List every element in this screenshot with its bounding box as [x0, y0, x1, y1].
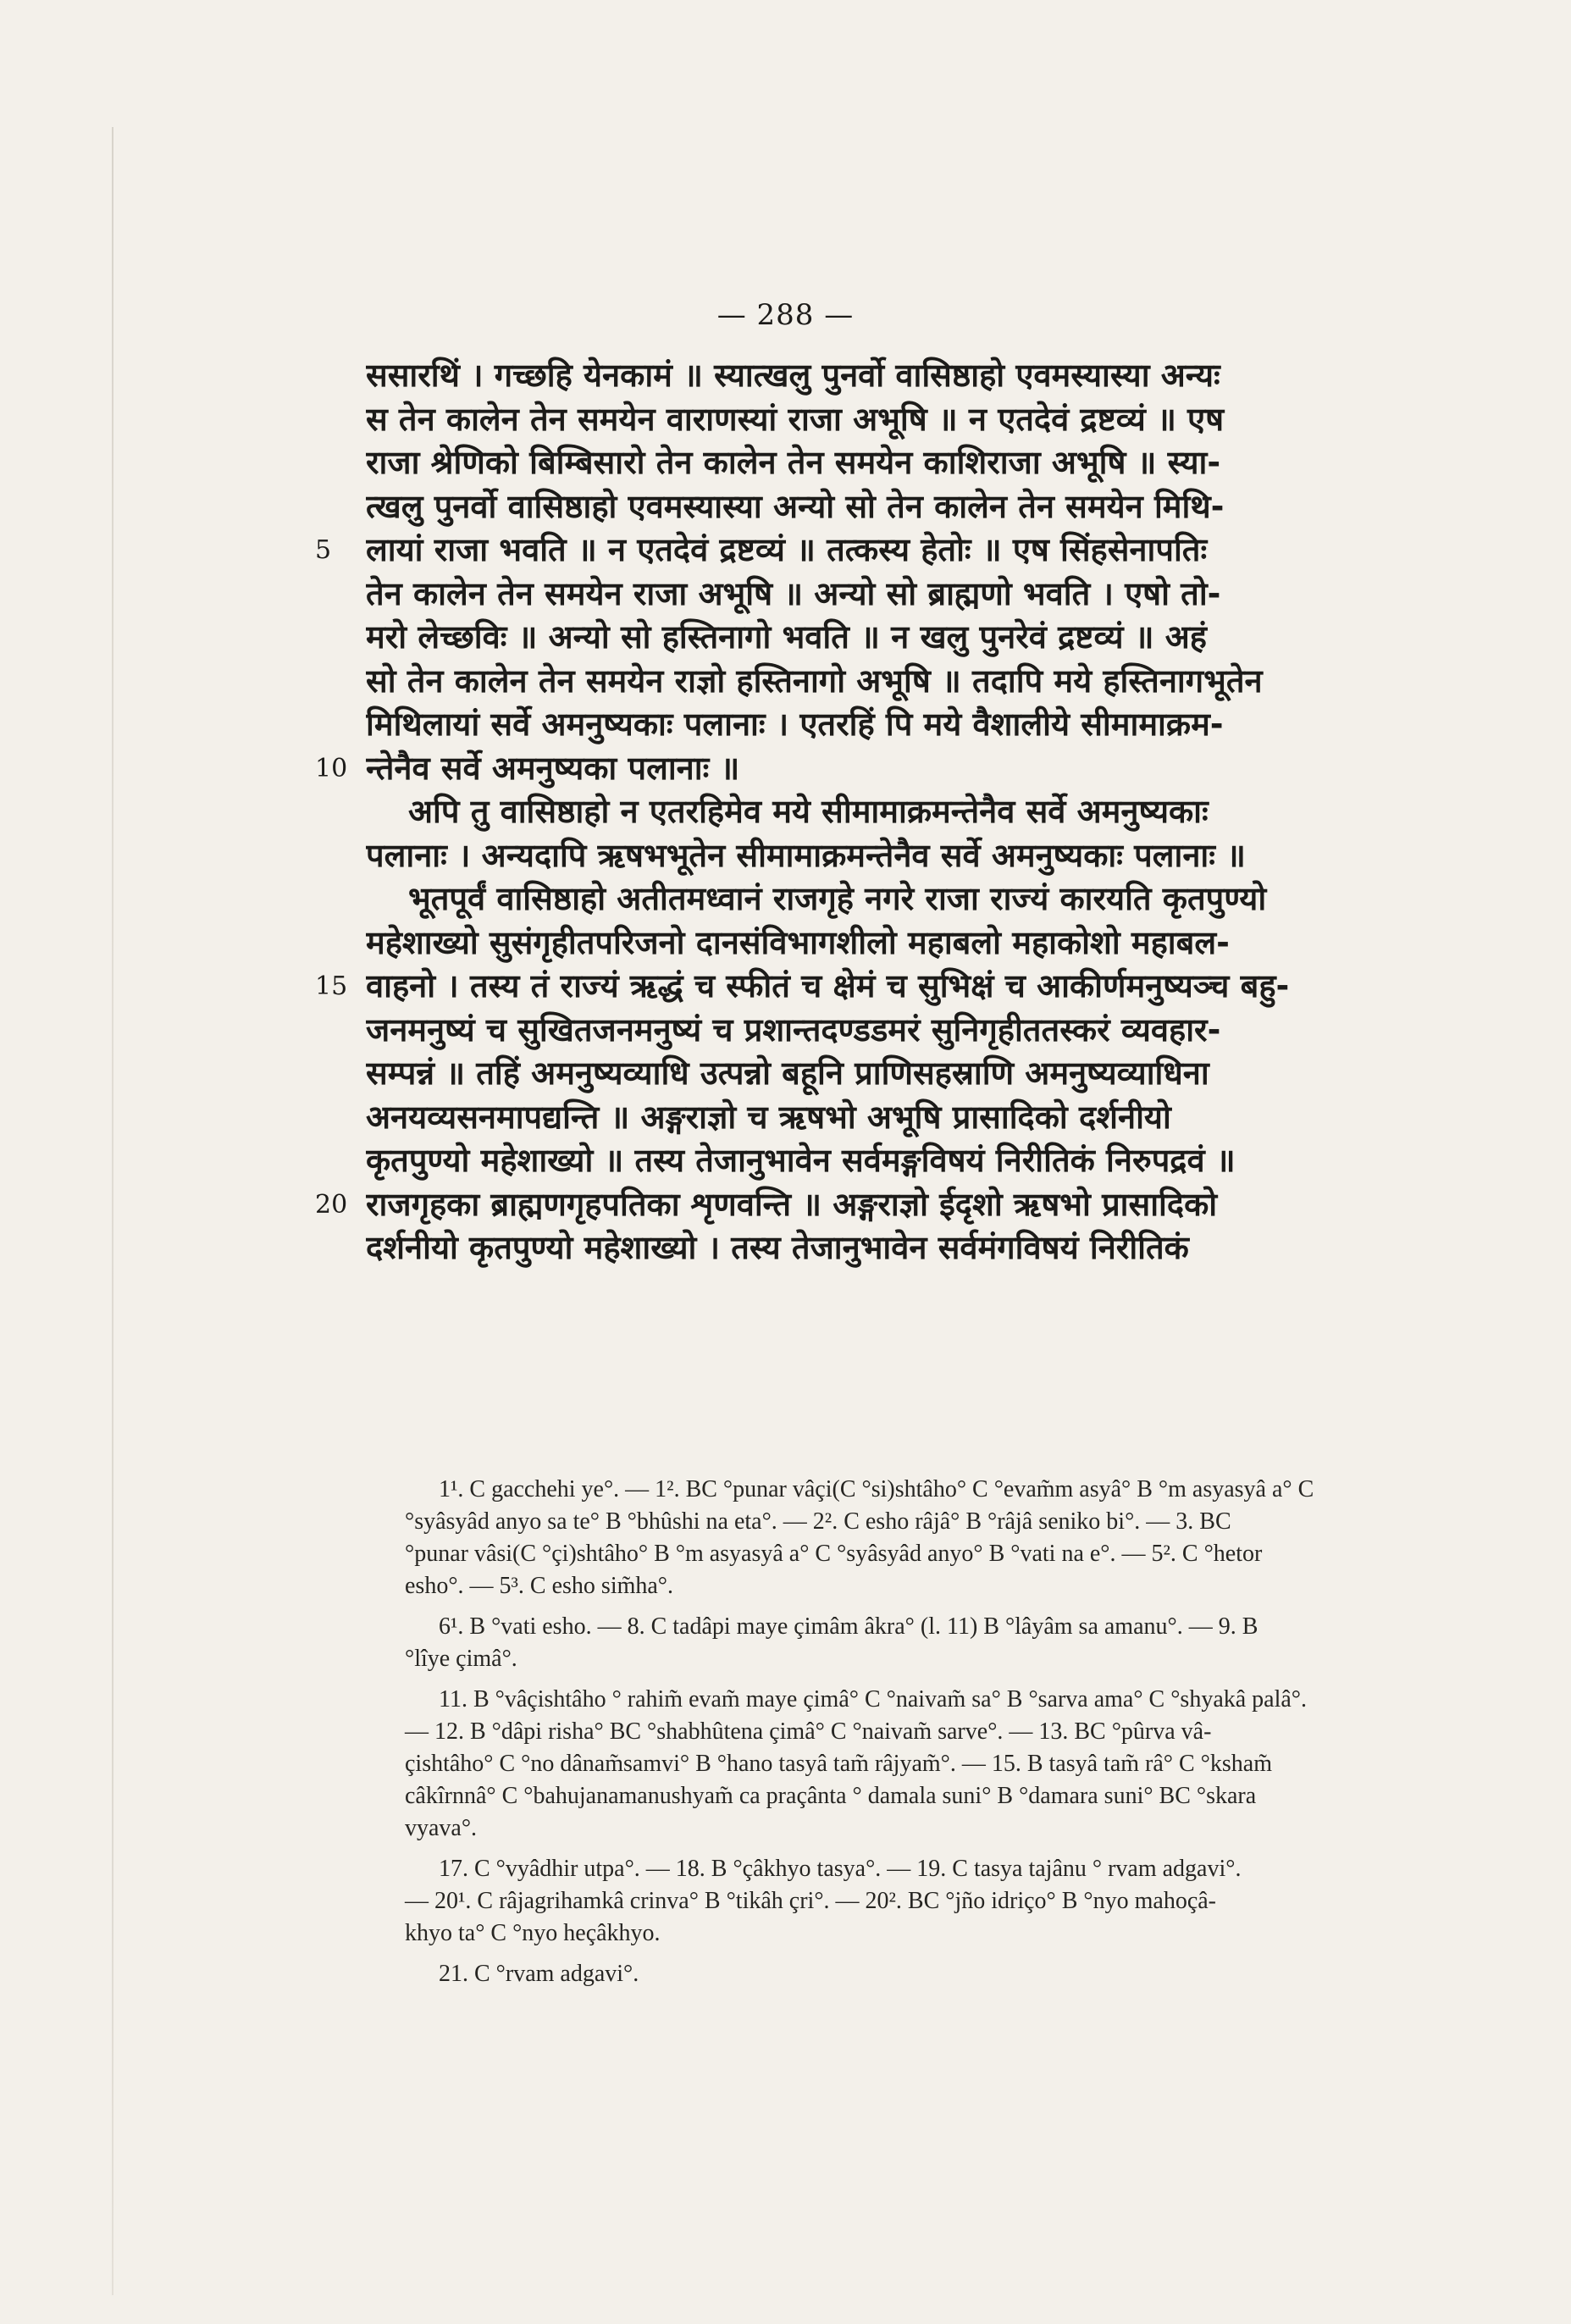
text-line: ससारथिं । गच्छहि येनकामं ॥ स्यात्खलु पुनर्वो वासिष्ठाहो एवमस्यास्या अन्यः: [366, 357, 1220, 394]
text-line: त्खलु पुनर्वो वासिष्ठाहो एवमस्यास्या अन्यो सो तेन कालेन तेन समयेन मिथि-: [366, 487, 1225, 525]
text-line: दर्शनीयो कृतपुण्यो महेशाख्यो । तस्य तेजानुभावेन सर्वमंगविषयं निरीतिकं: [366, 1229, 1189, 1266]
line-number: 5: [315, 535, 332, 565]
footnote-line: 1¹. C gacchehi ye°. — 1². BC °punar vâçi(C °si)shtâho° C °evam̃m asyâ° B °m asyasyâ a° C: [439, 1476, 1314, 1502]
text-line: भूतपूर्वं वासिष्ठाहो अतीतमध्वानं राजगृहे नगरे राजा राज्यं कारयति कृतपुण्यो: [408, 880, 1267, 917]
footnote-line: câkîrnnâ° C °bahujanamanushyam̃ ca praçânta ° damala suni° B °damara suni° BC °skara: [405, 1783, 1257, 1809]
text-line: राजा श्रेणिको बिम्बिसारो तेन कालेन तेन समयेन काशिराजा अभूषि ॥ स्या-: [366, 444, 1221, 481]
line-number: 15: [315, 971, 348, 1001]
text-line: सम्पन्नं ॥ तहिं अमनुष्यव्याधि उत्पन्नो बहूनि प्राणिसहस्राणि अमनुष्यव्याधिना: [366, 1054, 1209, 1092]
footnote-line: 17. C °vyâdhir utpa°. — 18. B °çâkhyo tasya°. — 19. C tasya tajânu ° rvam adgavi°.: [439, 1856, 1242, 1882]
binding-edge-line: [112, 127, 113, 2295]
sanskrit-text-block: [366, 354, 1465, 1270]
text-line: राजगृहका ब्राह्मणगृहपतिका शृणवन्ति ॥ अङ्गराज्ञो ईदृशो ऋषभो प्रासादिको: [366, 1185, 1218, 1223]
footnote-line: khyo ta° C °nyo heçâkhyo.: [405, 1920, 661, 1946]
text-line: स तेन कालेन तेन समयेन वाराणस्यां राजा अभूषि ॥ न एतदेवं द्रष्टव्यं ॥ एष: [366, 400, 1225, 438]
footnote-line: °syâsyâd anyo sa te° B °bhûshi na eta°. — 2². C esho râjâ° B °râjâ seniko bi°. — 3. BC: [405, 1508, 1231, 1535]
text-line: न्तेनैव सर्वे अमनुष्यका पलानाः ॥: [366, 749, 740, 787]
text-line: वाहनो । तस्य तं राज्यं ऋद्धं च स्फीतं च क्षेमं च सुभिक्षं च आकीर्णमनुष्यञ्च बहु-: [366, 967, 1290, 1004]
text-line: तेन कालेन तेन समयेन राजा अभूषि ॥ अन्यो सो ब्राह्मणो भवति । एषो तो-: [366, 574, 1221, 612]
text-line: पलानाः । अन्यदापि ऋषभभूतेन सीमामाक्रमन्तेनैव सर्वे अमनुष्यकाः पलानाः ॥: [366, 836, 1246, 874]
text-line: मिथिलायां सर्वे अमनुष्यकाः पलानाः । एतरहिं पि मये वैशालीये सीमामाक्रम-: [366, 706, 1224, 743]
text-line: सो तेन कालेन तेन समयेन राज्ञो हस्तिनागो अभूषि ॥ तदापि मये हस्तिनागभूतेन: [366, 661, 1263, 700]
text-line: जनमनुष्यं च सुखितजनमनुष्यं च प्रशान्तदण्डडमरं सुनिगृहीततस्करं व्यवहार-: [366, 1010, 1221, 1049]
footnote-line: °punar vâsi(C °çi)shtâho° B °m asyasyâ a° C °syâsyâd anyo° B °vati na e°. — 5². C °hetor: [405, 1541, 1263, 1567]
text-line: मरो लेच्छविः ॥ अन्यो सो हस्तिनागो भवति ॥ न खलु पुनरेवं द्रष्टव्यं ॥ अहं: [366, 618, 1207, 656]
footnote-paragraph: [371, 1958, 1463, 1990]
footnote-line: çishtâho° C °no dânam̃samvi° B °hano tasyâ tam̃ râjyam̃°. — 15. B tasyâ tam̃ râ° C °ksham̃: [405, 1751, 1272, 1777]
footnote-line: vyava°.: [405, 1815, 478, 1841]
footnote-paragraph: [371, 1684, 1463, 1845]
critical-apparatus-footnotes: [371, 1474, 1463, 1999]
footnote-paragraph: [371, 1611, 1463, 1675]
text-line: लायां राजा भवति ॥ न एतदेवं द्रष्टव्यं ॥ तत्कस्य हेतोः ॥ एष सिंहसेनापतिः: [366, 531, 1208, 568]
footnote-line: 6¹. B °vati esho. — 8. C tadâpi maye çimâm âkra° (l. 11) B °lâyâm sa amanu°. — 9. B: [439, 1613, 1258, 1640]
footnote-paragraph: [371, 1853, 1463, 1950]
footnote-line: 21. C °rvam adgavi°.: [439, 1961, 639, 1987]
footnote-line: esho°. — 5³. C esho sim̃ha°.: [405, 1573, 673, 1599]
text-line: अनयव्यसनमापद्यन्ति ॥ अङ्गराज्ञो च ऋषभो अभूषि प्रासादिको दर्शनीयो: [366, 1098, 1171, 1136]
footnote-paragraph: [371, 1474, 1463, 1602]
text-line: अपि तु वासिष्ठाहो न एतरहिमेव मये सीमामाक्रमन्तेनैव सर्वे अमनुष्यकाः: [408, 793, 1209, 830]
footnote-line: °lîye çimâ°.: [405, 1646, 517, 1672]
footnote-line: — 12. B °dâpi risha° BC °shabhûtena çimâ° C °naivam̃ sarve°. — 13. BC °pûrva vâ-: [405, 1718, 1212, 1745]
text-line: महेशाख्यो सुसंगृहीतपरिजनो दानसंविभागशीलो महाबलो महाकोशो महाबल-: [366, 923, 1230, 961]
footnote-line: 11. B °vâçishtâho ° rahim̃ evam̃ maye çimâ° C °naivam̃ sa° B °sarva ama° C °shyakâ palâ°.: [439, 1686, 1308, 1713]
line-number: 20: [315, 1189, 348, 1220]
footnote-line: — 20¹. C râjagrihamkâ crinva° B °tikâh çri°. — 20². BC °jño idriço° B °nyo mahoçâ-: [405, 1888, 1217, 1914]
text-line: कृतपुण्यो महेशाख्यो ॥ तस्य तेजानुभावेन सर्वमङ्गविषयं निरीतिकं निरुपद्रवं ॥: [366, 1142, 1236, 1179]
page-number: — 288 —: [716, 298, 855, 332]
line-number: 10: [315, 753, 348, 783]
